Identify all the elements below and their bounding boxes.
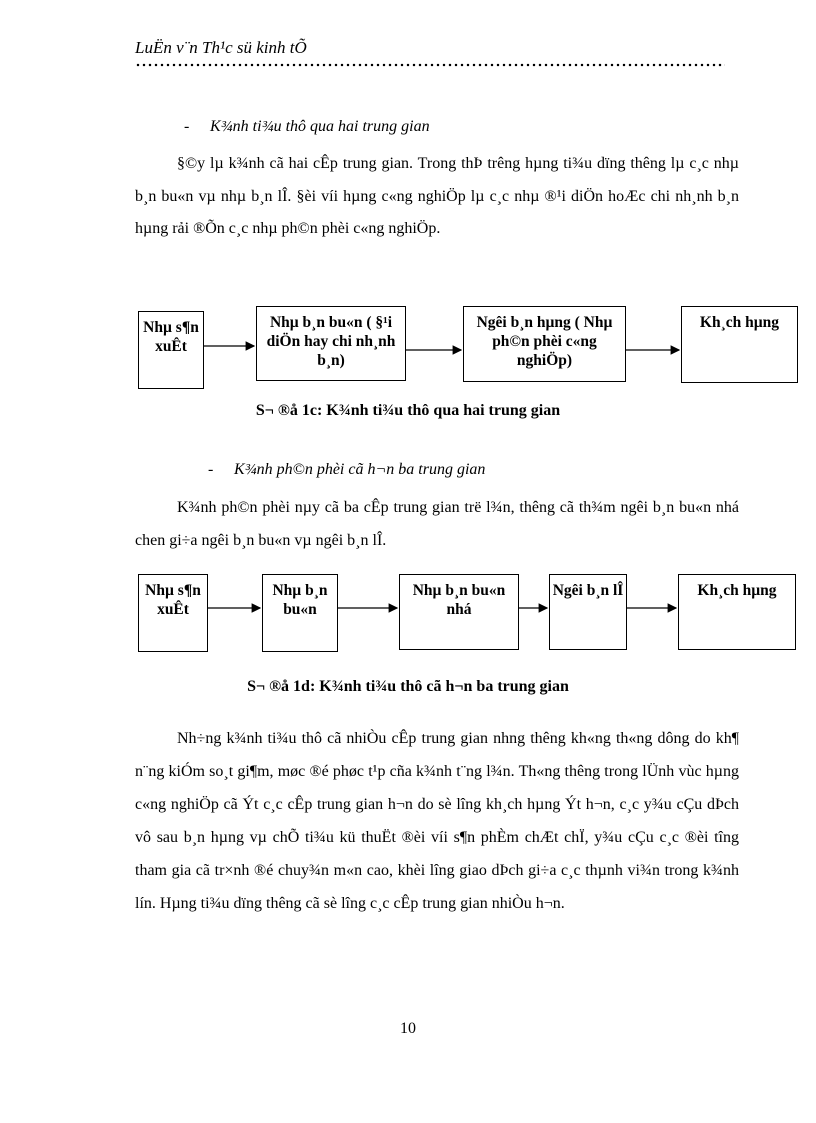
bullet-dash: - xyxy=(208,461,214,478)
diagram1-box-customer: Kh¸ch hµng xyxy=(681,306,798,383)
bullet-item-three-intermediaries xyxy=(208,461,485,479)
paragraph-text: K¾nh ph©n phèi nµy cã ba cÊp trung gian trë l¾n, thêng cã th¾m ngêi b¸n bu«n nhá chen gi÷a ngêi b¸n bu«n vµ ngêi b¸n lÎ. xyxy=(135,499,739,549)
running-header: LuËn v¨n Th¹c sü kinh tÕ xyxy=(135,38,307,57)
paragraph-text: Nh÷ng k¾nh ti¾u thô cã nhiÒu cÊp trung gian nhng thêng kh«ng th«ng dông do kh¶ n¨ng kiÓm so¸t gi¶m, møc ®é phøc t¹p cña k¾nh t¨ng l¾n. Th«ng thêng trong lÜnh vùc hµng c«ng nghiÖp cã Ýt c¸c cÊp trung gian h¬n do sè lîng kh¸ch hµng Ýt h¬n, c¸c y¾u cÇu dÞch vô sau b¸n hµng vµ chÕ ti¾u kü thuËt ®èi víi s¶n phÈm chÆt chÏ, y¾u cÇu c¸c ®èi tîng tham gia cã tr×nh ®é chuy¾n m«n cao, khèi lîng giao dÞch gi÷a c¸c thµnh vi¾n trong k¾nh lín. Hµng ti¾u dïng thêng cã sè lîng c¸c cÊp trung gian nhiÒu h¬n. xyxy=(135,730,739,912)
paragraph-text: §©y lµ k¾nh cã hai cÊp trung gian. Trong thÞ trêng hµng ti¾u dïng thêng lµ c¸c nhµ b¸n bu«n vµ nhµ b¸n lÎ. §èi víi hµng c«ng nghiÖp lµ c¸c nhµ ®¹i diÖn hoÆc chi nh¸nh b¸n hµng rải ®Õn c¸c nhµ ph©n phèi c«ng nghiÖp. xyxy=(135,155,739,237)
paragraph-three-intermediaries xyxy=(135,491,739,557)
bullet-text: K¾nh ti¾u thô qua hai trung gian xyxy=(210,118,430,135)
header-dotted-rule xyxy=(135,62,725,68)
diagram2-box-wholesaler: Nhµ b¸n bu«n xyxy=(262,574,338,652)
diagram1-box-producer: Nhµ s¶n xuÊt xyxy=(138,311,204,389)
diagram1-box-wholesaler: Nhµ b¸n bu«n ( §¹i diÖn hay chi nh¸nh b¸n) xyxy=(256,306,406,381)
diagram1-box-seller: Ngêi b¸n hµng ( Nhµ ph©n phèi c«ng nghiÖp) xyxy=(463,306,626,382)
diagram1-caption: S¬ ®å 1c: K¾nh ti¾u thô qua hai trung gian xyxy=(255,402,561,419)
bullet-text: K¾nh ph©n phèi cã h¬n ba trung gian xyxy=(234,461,486,478)
paragraph-many-intermediaries xyxy=(135,722,739,920)
page-number: 10 xyxy=(400,1020,416,1037)
diagram2-box-producer: Nhµ s¶n xuÊt xyxy=(138,574,208,652)
paragraph-two-intermediaries xyxy=(135,148,739,246)
bullet-item-two-intermediaries xyxy=(184,118,430,136)
diagram2-box-retailer: Ngêi b¸n lÎ xyxy=(549,574,627,650)
bullet-dash: - xyxy=(184,118,190,135)
diagram2-box-customer: Kh¸ch hµng xyxy=(678,574,796,650)
diagram2-caption: S¬ ®å 1d: K¾nh ti¾u thô cã h¬n ba trung gian xyxy=(247,678,569,695)
diagram2-box-small-wholesaler: Nhµ b¸n bu«n nhá xyxy=(399,574,519,650)
